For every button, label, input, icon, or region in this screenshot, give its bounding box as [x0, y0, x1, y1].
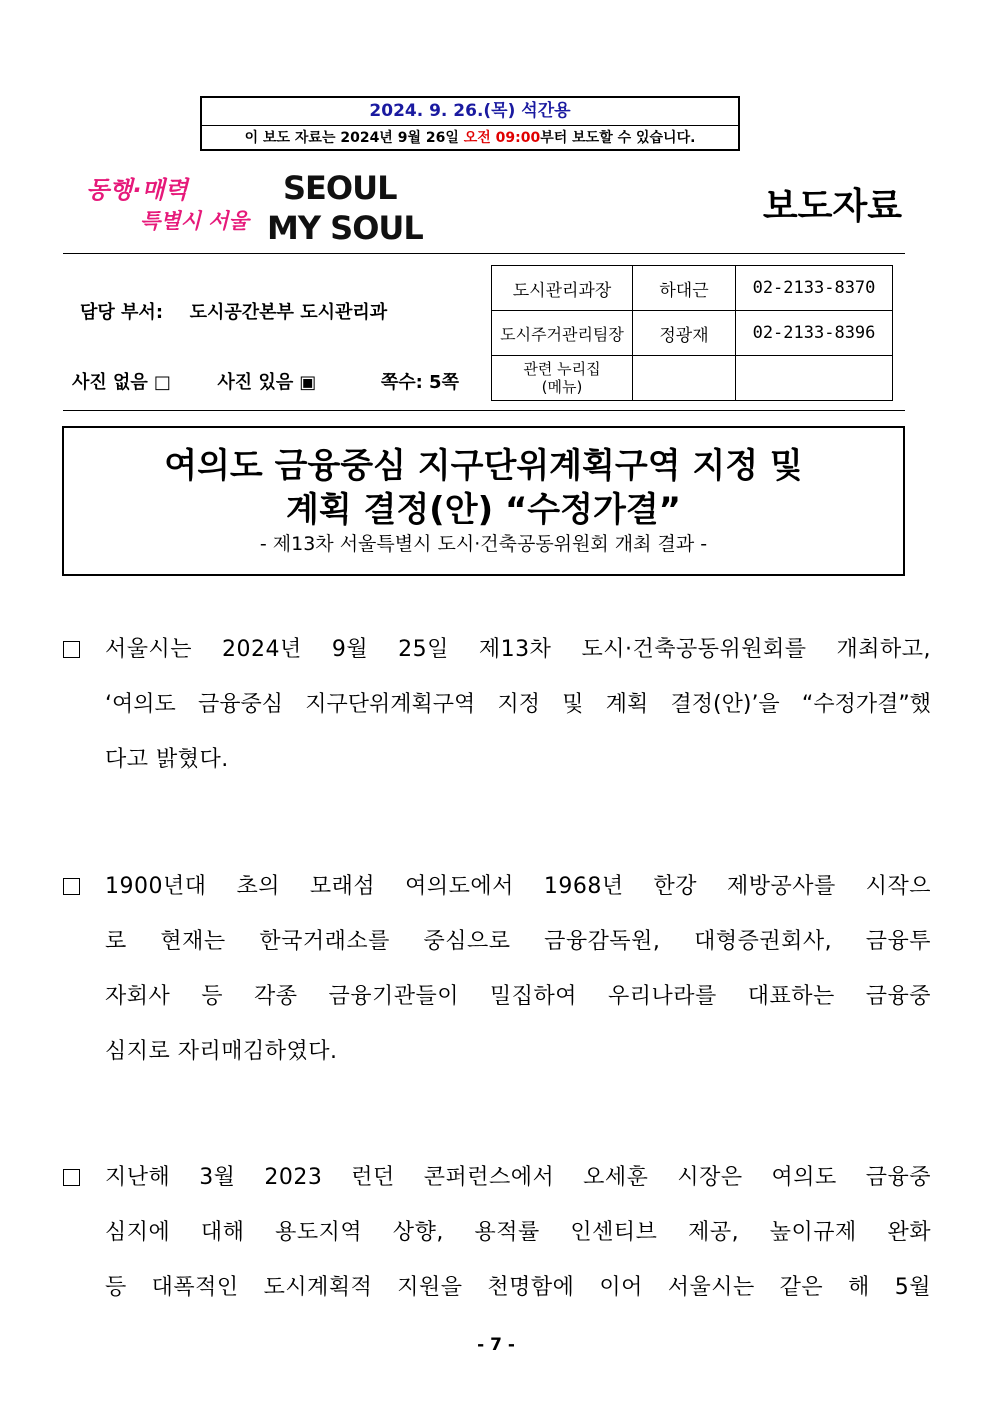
slogan-line2: 특별시 서울 [140, 209, 249, 233]
header-divider-bottom [63, 410, 905, 411]
paragraph-line: 심지로 자리매김하였다. [105, 1039, 338, 1064]
headline-line2: 계획 결정(안) “수정가결” [285, 490, 682, 530]
embargo-notice-pre: 이 보도 자료는 2024년 9월 26일 [244, 130, 464, 146]
website-label: 관련 누리집 [523, 360, 601, 378]
paragraph-line: 지난해 3월 2023 런던 콘퍼런스에서 오세훈 시장은 여의도 금융중 [105, 1165, 931, 1190]
slogan-line1: 동행·매력 [86, 176, 188, 204]
contact-role: 도시주거관리팀장 [492, 311, 633, 356]
department [80, 298, 387, 324]
table-row [492, 266, 893, 311]
doc-type-label: 보도자료 [762, 186, 902, 227]
photo-yes-label: 사진 있음 [217, 372, 294, 393]
contact-role [492, 356, 633, 401]
paragraph-1 [63, 630, 931, 795]
dept-label: 담당 부서: [80, 302, 164, 323]
paragraph-line: 1900년대 초의 모래섬 여의도에서 1968년 한강 제방공사를 시작으 [105, 874, 931, 899]
page-count: 쪽수: 5쪽 [380, 372, 459, 393]
website-menu-label: (메뉴) [541, 378, 583, 396]
paragraph-3 [63, 1158, 931, 1323]
checkbox-filled-icon: ▣ [299, 372, 317, 393]
contact-phone: 02-2133-8370 [736, 266, 893, 311]
subtitle: - 제13차 서울특별시 도시·건축공동위원회 개최 결과 - [259, 533, 708, 555]
brand-line1: SEOUL [283, 169, 397, 207]
release-date: 2024. 9. 26.(목) 석간용 [202, 98, 738, 126]
table-row [492, 356, 893, 401]
headline-line1: 여의도 금융중심 지구단위계획구역 지정 및 [164, 446, 803, 486]
contact-role: 도시관리과장 [492, 266, 633, 311]
contact-name: 정광재 [633, 311, 736, 356]
brand-line2: MY SOUL [267, 209, 423, 247]
bullet-square-icon [63, 878, 80, 895]
paragraph-line: 서울시는 2024년 9월 25일 제13차 도시·건축공동위원회를 개최하고, [105, 637, 931, 662]
contacts-table [491, 265, 893, 401]
embargo-notice [202, 126, 738, 150]
title-box [62, 426, 905, 576]
table-row [492, 311, 893, 356]
paragraph-2 [63, 867, 931, 1087]
contact-phone [736, 356, 893, 401]
bullet-square-icon [63, 1169, 80, 1186]
paragraph-line: 다고 밝혔다. [105, 747, 229, 772]
embargo-notice-time: 오전 09:00 [463, 130, 541, 146]
paragraph-line: ‘여의도 금융중심 지구단위계획구역 지정 및 계획 결정(안)’을 “수정가결”했 [105, 692, 931, 717]
embargo-box [200, 96, 740, 151]
embargo-notice-post: 부터 보도할 수 있습니다. [540, 130, 696, 146]
page-number: - 7 - [477, 1335, 515, 1355]
contact-name [633, 356, 736, 401]
paragraph-line: 로 현재는 한국거래소를 중심으로 금융감독원, 대형증권회사, 금융투 [105, 929, 931, 954]
header-divider-top [63, 253, 905, 254]
bullet-square-icon [63, 641, 80, 658]
paragraph-line: 자회사 등 각종 금융기관들이 밀집하여 우리나라를 대표하는 금융중 [105, 984, 931, 1009]
dept-value: 도시공간본부 도시관리과 [189, 302, 388, 323]
contact-name: 하대근 [633, 266, 736, 311]
paragraph-line: 등 대폭적인 도시계획적 지원을 천명함에 이어 서울시는 같은 해 5월 [105, 1275, 931, 1300]
checkbox-empty-icon: □ [153, 372, 171, 393]
photo-info [72, 368, 465, 394]
contact-phone: 02-2133-8396 [736, 311, 893, 356]
slogan-logo [80, 170, 249, 240]
seoul-my-soul-logo [265, 165, 423, 247]
photo-none-label: 사진 없음 [72, 372, 148, 393]
paragraph-line: 심지에 대해 용도지역 상향, 용적률 인센티브 제공, 높이규제 완화 [105, 1220, 931, 1245]
